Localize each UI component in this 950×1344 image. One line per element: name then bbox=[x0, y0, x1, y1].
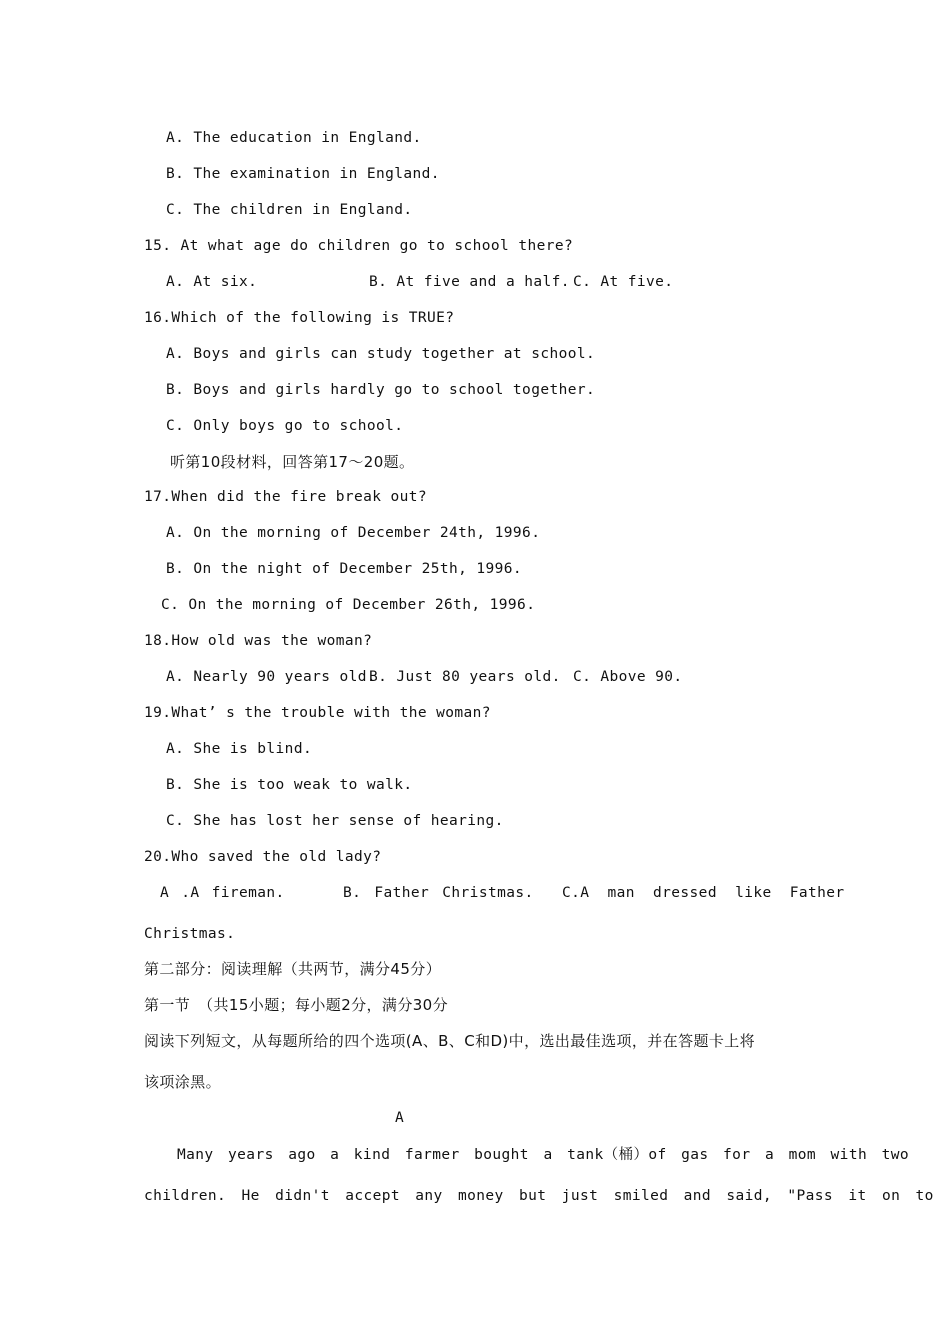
q19-option-c: C. She has lost her sense of hearing. bbox=[166, 813, 504, 829]
q20-option-b: B. Father Christmas. bbox=[343, 885, 534, 901]
q18-option-c: C. Above 90. bbox=[573, 669, 683, 685]
q17-question: 17.When did the fire break out? bbox=[144, 489, 428, 505]
q20-option-c-line1: C.A man dressed like Father bbox=[562, 885, 845, 901]
q19-option-b: B. She is too weak to walk. bbox=[166, 777, 413, 793]
q17-option-c: C. On the morning of December 26th, 1996. bbox=[161, 597, 536, 613]
q18-option-a: A. Nearly 90 years old. bbox=[166, 669, 376, 685]
reading-instruction-line2: 该项涂黑。 bbox=[144, 1073, 222, 1091]
q20-option-c-line2: Christmas. bbox=[144, 926, 236, 942]
q18-option-b: B. Just 80 years old. bbox=[369, 669, 561, 685]
q17-option-a: A. On the morning of December 24th, 1996. bbox=[166, 525, 541, 541]
q16-option-a: A. Boys and girls can study together at school. bbox=[166, 346, 596, 362]
q16-question: 16.Which of the following is TRUE? bbox=[144, 310, 455, 326]
q18-question: 18.How old was the woman? bbox=[144, 633, 373, 649]
section1-title: 第一节 （共15小题；每小题2分，满分30分 bbox=[144, 996, 449, 1014]
passage-line-1: Many years ago a kind farmer bought a tank（桶）of gas for a mom with two bbox=[177, 1147, 909, 1163]
part2-title: 第二部分：阅读理解（共两节，满分45分） bbox=[144, 960, 442, 978]
q16-option-c: C. Only boys go to school. bbox=[166, 418, 404, 434]
q15-question: 15. At what age do children go to school there? bbox=[144, 238, 574, 254]
q20-option-a: A .A fireman. bbox=[160, 885, 285, 901]
q20-question: 20.Who saved the old lady? bbox=[144, 849, 382, 865]
q14-option-b: B. The examination in England. bbox=[166, 166, 440, 182]
passage-line-2: children. He didn't accept any money but just smiled and said, "Pass it on to bbox=[144, 1188, 934, 1204]
q19-option-a: A. She is blind. bbox=[166, 741, 313, 757]
section10-instruction: 听第10段材料，回答第17～20题。 bbox=[170, 453, 415, 471]
passage-label: A bbox=[395, 1110, 405, 1126]
q16-option-b: B. Boys and girls hardly go to school together. bbox=[166, 382, 596, 398]
q19-question: 19.What’ s the trouble with the woman? bbox=[144, 705, 491, 721]
q14-option-c: C. The children in England. bbox=[166, 202, 413, 218]
q14-option-a: A. The education in England. bbox=[166, 130, 422, 146]
q15-option-a: A. At six. bbox=[166, 274, 258, 290]
reading-instruction-line1: 阅读下列短文，从每题所给的四个选项(A、B、C和D)中，选出最佳选项，并在答题卡上将 bbox=[144, 1032, 756, 1050]
q15-option-c: C. At five. bbox=[573, 274, 674, 290]
q15-option-b: B. At five and a half. bbox=[369, 274, 570, 290]
q17-option-b: B. On the night of December 25th, 1996. bbox=[166, 561, 523, 577]
